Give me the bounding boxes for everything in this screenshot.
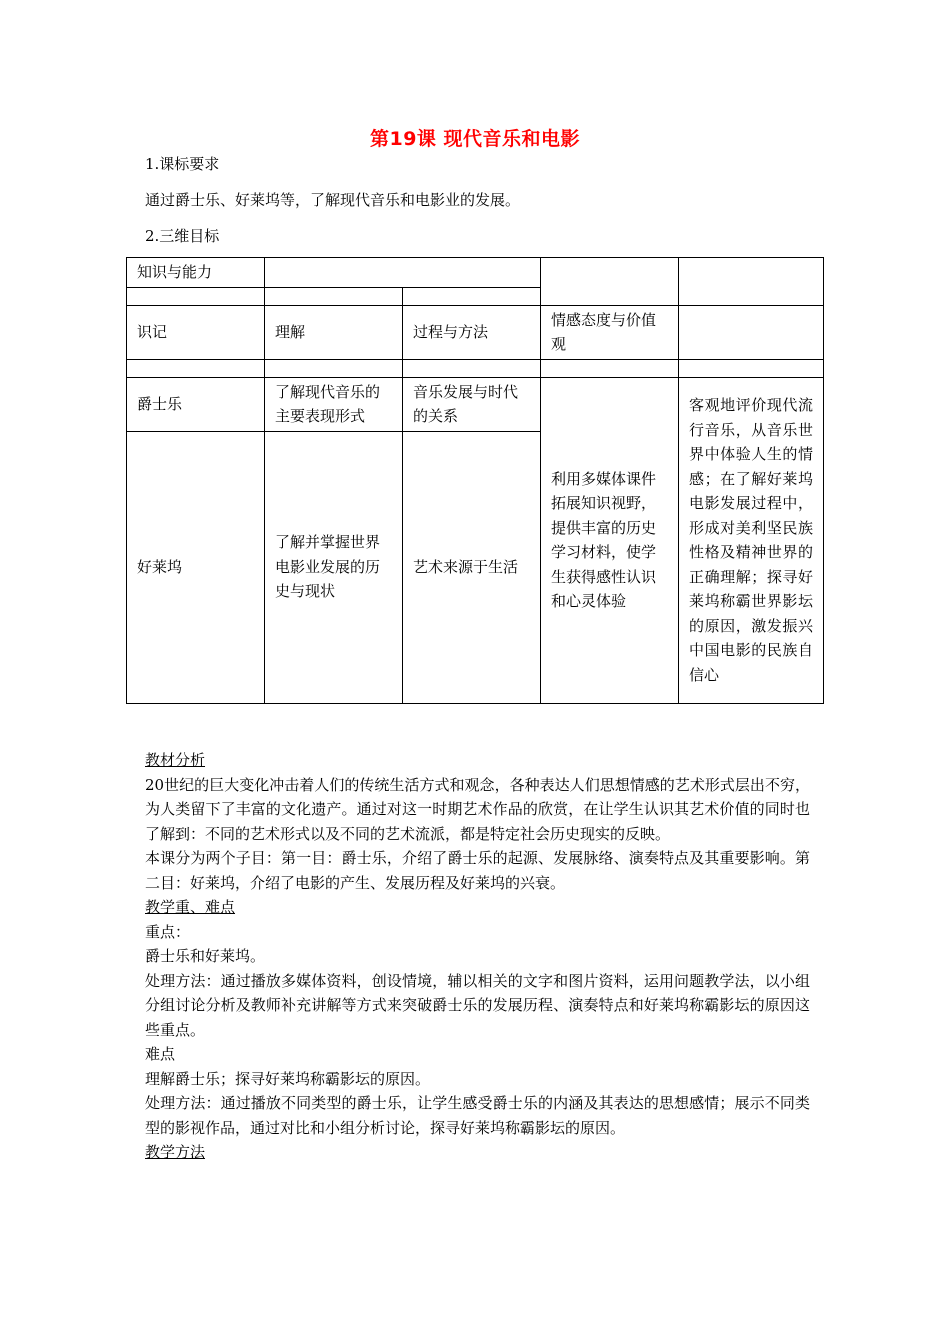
empty-cell [541, 359, 679, 377]
hard-point-label: 难点 [145, 1045, 176, 1063]
analysis-section [145, 748, 810, 1165]
goals-table [126, 257, 824, 704]
section-1-text: 通过爵士乐、好莱坞等，了解现代音乐和电影业的发展。 [145, 191, 521, 209]
row-jazz-label: 爵士乐 [127, 377, 265, 431]
empty-cell [679, 359, 824, 377]
row-hollywood-process: 艺术来源于生活 [403, 431, 541, 703]
empty-cell [679, 258, 824, 306]
analysis-heading: 教材分析 [145, 751, 206, 769]
empty-cell [265, 258, 541, 288]
header-remember: 识记 [127, 305, 265, 359]
focus-heading: 教学重、难点 [145, 898, 236, 916]
header-emotion: 情感态度与价值观 [541, 305, 679, 359]
analysis-paragraph-1: 20世纪的巨大变化冲击着人们的传统生活方式和观念，各种表达人们思想情感的艺术形式层出不穷，为人类留下了丰富的文化遗产。通过对这一时期艺术作品的欣赏，在让学生认识其艺术价值的同时也了解到：不同的艺术形式以及不同的艺术流派，都是特定社会历史现实的反映。 [145, 775, 810, 843]
teaching-method-heading: 教学方法 [145, 1143, 206, 1161]
key-point-text: 爵士乐和好莱坞。 [145, 947, 266, 965]
row-jazz-understand: 了解现代音乐的主要表现形式 [265, 377, 403, 431]
key-point-label: 重点： [145, 922, 191, 941]
empty-cell [403, 359, 541, 377]
section-2-heading: 2.三维目标 [145, 227, 220, 245]
row-hollywood-label: 好莱坞 [127, 431, 265, 703]
empty-cell [679, 305, 824, 359]
empty-cell [403, 287, 541, 305]
header-understand: 理解 [265, 305, 403, 359]
empty-cell [541, 258, 679, 306]
hard-point-text: 理解爵士乐；探寻好莱坞称霸影坛的原因。 [145, 1069, 431, 1088]
shared-process-cell: 利用多媒体课件拓展知识视野，提供丰富的历史学习材料，使学生获得感性认识和心灵体验 [541, 377, 679, 703]
shared-emotion-cell: 客观地评价现代流行音乐，从音乐世界中体验人生的情感；在了解好莱坞电影发展过程中，形成对美利坚民族性格及精神世界的正确理解；探寻好莱坞称霸世界影坛的原因，激发振兴中国电影的民族自信心 [679, 377, 824, 703]
page-title: 第19课 现代音乐和电影 [369, 128, 581, 150]
header-knowledge: 知识与能力 [127, 258, 265, 288]
key-point-method: 处理方法：通过播放多媒体资料，创设情境，辅以相关的文字和图片资料，运用问题教学法，以小组分组讨论分析及教师补充讲解等方式来突破爵士乐的发展历程、演奏特点和好莱坞称霸影坛的原因这些重点。 [145, 971, 810, 1039]
analysis-paragraph-2: 本课分为两个子目：第一目：爵士乐，介绍了爵士乐的起源、发展脉络、演奏特点及其重要影响。第二目：好莱坞，介绍了电影的产生、发展历程及好莱坞的兴衰。 [145, 849, 810, 892]
empty-cell [127, 287, 265, 305]
row-jazz-process: 音乐发展与时代的关系 [403, 377, 541, 431]
hard-point-method: 处理方法：通过播放不同类型的爵士乐，让学生感受爵士乐的内涵及其表达的思想感情；展示不同类型的影视作品，通过对比和小组分析讨论，探寻好莱坞称霸影坛的原因。 [145, 1094, 810, 1137]
section-1-heading: 1.课标要求 [145, 155, 220, 173]
empty-cell [265, 359, 403, 377]
empty-cell [127, 359, 265, 377]
row-hollywood-understand: 了解并掌握世界电影业发展的历史与现状 [265, 431, 403, 703]
header-process: 过程与方法 [403, 305, 541, 359]
empty-cell [265, 287, 403, 305]
